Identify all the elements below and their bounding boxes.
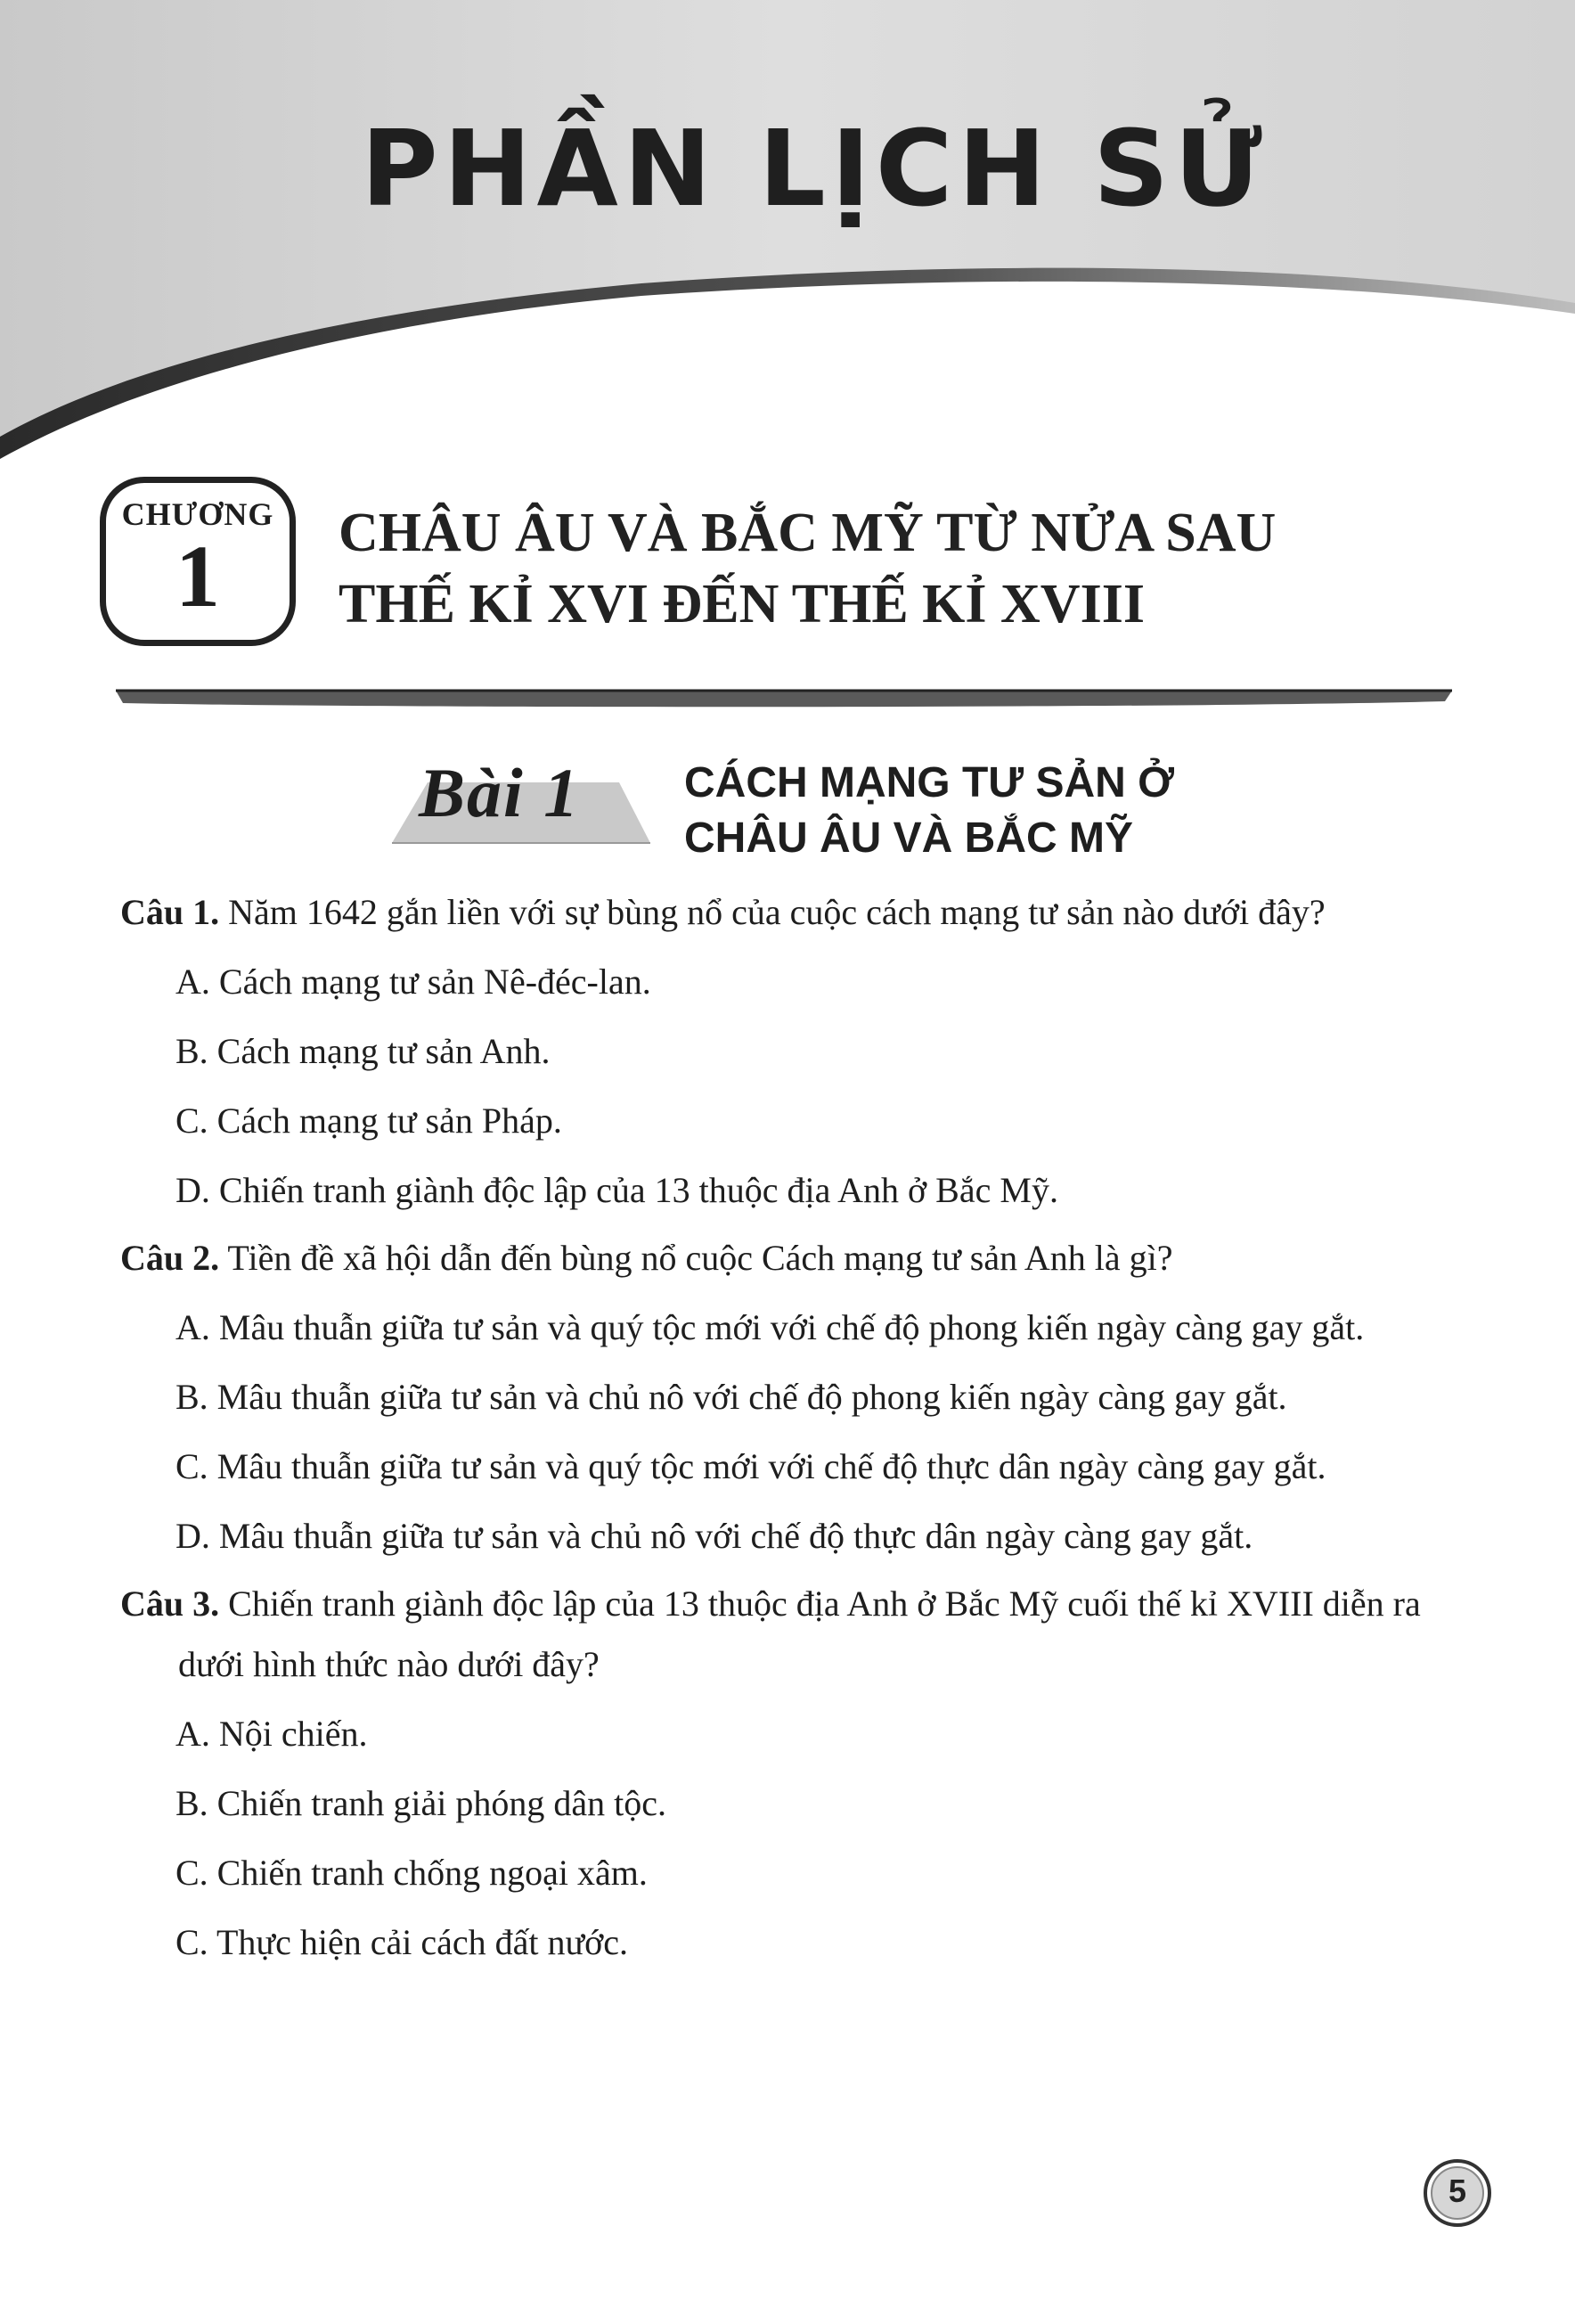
question-3 xyxy=(120,1574,1457,1973)
question-text: Năm 1642 gắn liền với sự bùng nổ của cuộc cách mạng tư sản nào dưới đây? xyxy=(228,892,1326,932)
chapter-title xyxy=(339,497,1497,640)
answer-option: C. Cách mạng tư sản Pháp. xyxy=(175,1101,562,1141)
answer-option: B. Chiến tranh giải phóng dân tộc. xyxy=(175,1783,667,1823)
question-label: Câu 2. xyxy=(120,1238,220,1278)
answer-option: C. Mâu thuẫn giữa tư sản và quý tộc mới với chế độ thực dân ngày càng gay gắt. xyxy=(175,1446,1326,1486)
question-1 xyxy=(120,882,1457,1221)
answer-option: D. Mâu thuẫn giữa tư sản và chủ nô với chế độ thực dân ngày càng gay gắt. xyxy=(175,1516,1253,1556)
answer-option: C. Thực hiện cải cách đất nước. xyxy=(175,1922,629,1962)
question-list xyxy=(120,882,1457,1973)
chapter-title-line-1: CHÂU ÂU VÀ BẮC MỸ TỪ NỬA SAU xyxy=(339,503,1277,563)
chapter-badge xyxy=(100,477,296,646)
answer-option: A. Mâu thuẫn giữa tư sản và quý tộc mới với chế độ phong kiến ngày càng gay gắt. xyxy=(175,1307,1365,1347)
page-number: 5 xyxy=(1448,2173,1467,2209)
header-band xyxy=(0,0,1575,481)
answer-option: A. Cách mạng tư sản Nê-đéc-lan. xyxy=(175,962,651,1002)
lesson-title xyxy=(684,756,1174,866)
question-text: Tiền đề xã hội dẫn đến bùng nổ cuộc Cách mạng tư sản Anh là gì? xyxy=(227,1238,1173,1278)
question-label: Câu 3. xyxy=(120,1583,220,1624)
question-2 xyxy=(120,1228,1457,1567)
chapter-title-line-2: THẾ KỈ XVI ĐẾN THẾ KỈ XVIII xyxy=(339,574,1145,634)
lesson-label: Bài 1 xyxy=(419,754,581,831)
answer-option: A. Nội chiến. xyxy=(175,1714,368,1754)
question-text: Chiến tranh giành độc lập của 13 thuộc địa Anh ở Bắc Mỹ cuối thế kỉ XVIII diễn ra dưới hình thức nào dưới đây? xyxy=(178,1583,1421,1684)
answer-option: B. Mâu thuẫn giữa tư sản và chủ nô với chế độ phong kiến ngày càng gay gắt. xyxy=(175,1377,1287,1417)
part-title: PHẦN LỊCH SỬ xyxy=(361,107,1268,230)
answer-option: D. Chiến tranh giành độc lập của 13 thuộc địa Anh ở Bắc Mỹ. xyxy=(175,1170,1058,1210)
chapter-number: 1 xyxy=(175,527,220,626)
answer-option: B. Cách mạng tư sản Anh. xyxy=(175,1031,551,1071)
question-label: Câu 1. xyxy=(120,892,220,932)
chapter-divider xyxy=(116,682,1452,717)
lesson-title-line-2: CHÂU ÂU VÀ BẮC MỸ xyxy=(684,814,1133,862)
lesson-title-line-1: CÁCH MẠNG TƯ SẢN Ở xyxy=(684,759,1175,806)
answer-option: C. Chiến tranh chống ngoại xâm. xyxy=(175,1853,648,1893)
chapter-word: CHƯƠNG xyxy=(121,496,274,532)
